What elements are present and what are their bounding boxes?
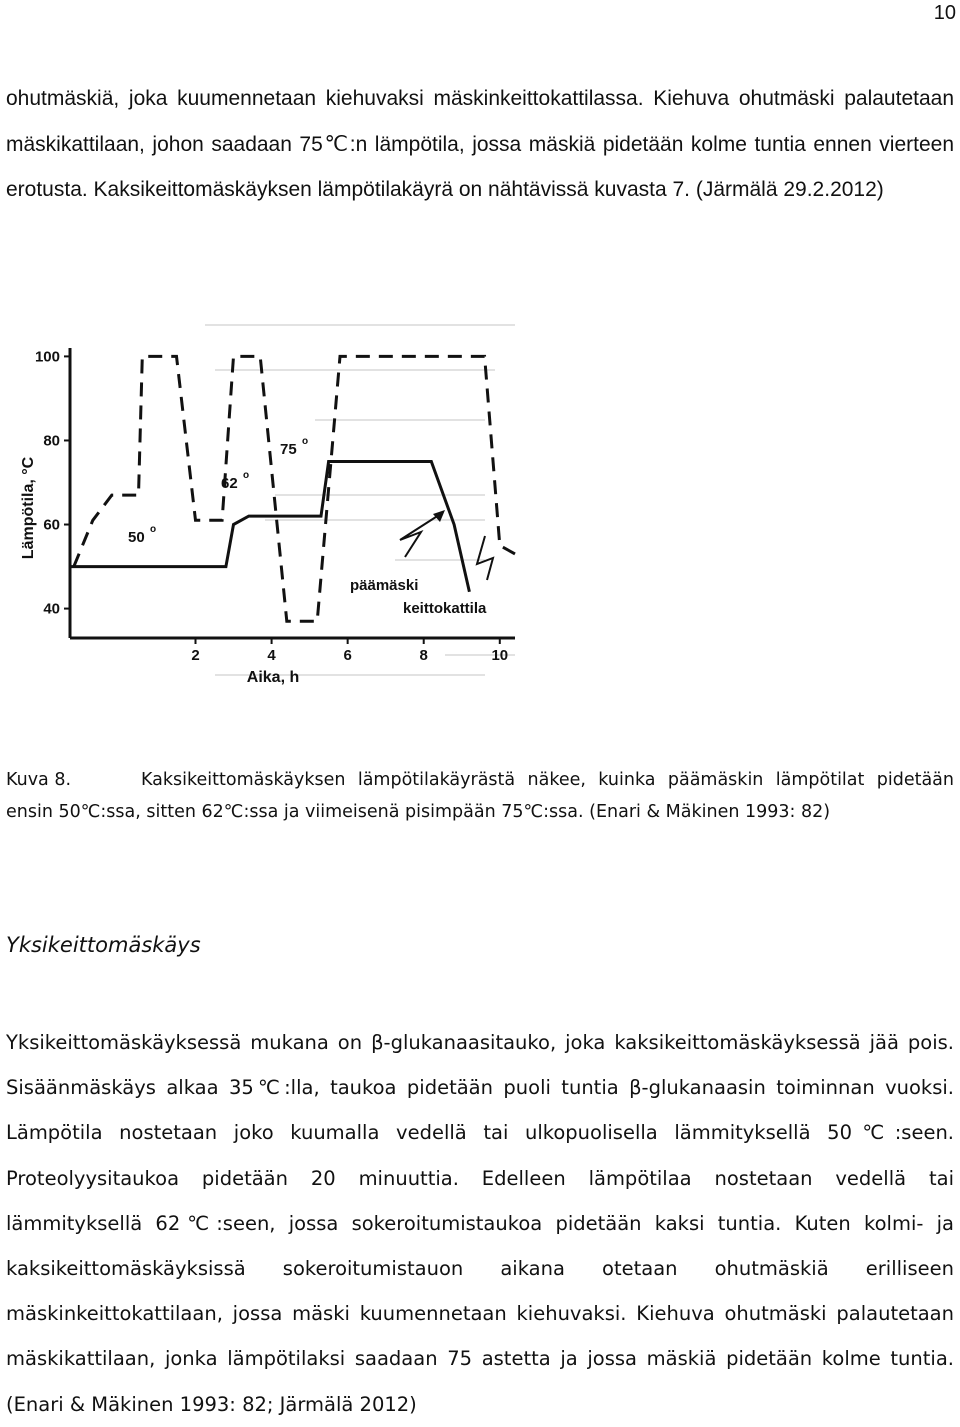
x-tick-label: 6 [343, 647, 352, 664]
page-number: 10 [933, 2, 956, 24]
keittokattila-temperature-line [74, 356, 515, 621]
paamaski-label: päämäski [350, 577, 419, 594]
y-tick-label: 40 [43, 600, 60, 618]
scan-background-texture [205, 325, 515, 675]
temperature-chart-figure [15, 300, 535, 715]
y-tick-label: 80 [43, 432, 60, 450]
paamaski-pointer-arrow [400, 515, 439, 557]
section-heading: Yksikeittomäskäys [6, 933, 201, 957]
paamaski-temperature-line [70, 462, 469, 592]
keittokattila-pointer-arrow [477, 536, 493, 580]
degree-mark: o [150, 524, 157, 535]
intro-paragraph: ohutmäskiä, joka kuumennetaan kiehuvaksi mäskinkeittokattilassa. Kiehuva ohutmäski palautetaan mäskikattilaan, johon saadaan 75℃:n lämpötila, jossa mäskiä pidetään kolme tuntia ennen vierteen erotusta. Kaksikeittomäskäyksen lämpötilakäyrä on nähtävissä kuvasta 7. (Järmälä 29.2.2012) [6, 87, 954, 201]
figure-caption-text: Kaksikeittomäskäyksen lämpötilakäyrästä näkee, kuinka päämäskin lämpötilat pidetään ensin 50℃:ssa, sitten 62℃:ssa ja viimeisenä pisimpään 75℃:ssa. (Enari & Mäkinen 1993: 82) [6, 770, 954, 822]
y-axis-label: Lämpötila, °C [20, 456, 37, 560]
x-axis-label: Aika, h [246, 669, 300, 686]
y-tick-label: 60 [43, 516, 60, 534]
degree-mark: o [302, 436, 309, 447]
x-tick-label: 4 [267, 647, 276, 664]
section-paragraph: Yksikeittomäskäyksessä mukana on β-glukanaasitauko, joka kaksikeittomäskäyksessä jää pois. Sisäänmäskäys alkaa 35℃:lla, taukoa pidetään puoli tuntia β-glukanaasin toiminnan vuoksi. Lämpötila nostetaan joko kuumalla vedellä tai ulkopuolisella lämmityksellä 50℃:seen. Proteolyysitaukoa pidetään 20 minuuttia. Edelleen lämpötilaa nostetaan vedellä tai lämmityksellä 62℃:seen, jossa sokeroitumistaukoa pidetään kaksi tuntia. Kuten kolmi- ja kaksikeittomäskäyksissä sokeroitumistauon aikana otetaan ohutmäskiä erilliseen mäskinkeittokattilaan, jossa mäski kuumennetaan kiehuvaksi. Kiehuva ohutmäski palautetaan mäskikattilaan, jonka lämpötilaksi saadaan 75 astetta ja jossa mäskiä pidetään kolme tuntia. (Enari & Mäkinen 1993: 82; Järmälä 2012) [6, 1031, 954, 1416]
hold-label-50: 50 [128, 529, 145, 546]
degree-mark: o [243, 470, 250, 481]
figure-caption-label: Kuva 8. [6, 770, 72, 790]
temperature-curve-chart [15, 300, 535, 715]
hold-label-75: 75 [280, 441, 297, 458]
y-tick-label: 100 [34, 348, 60, 366]
figure-caption [6, 764, 954, 828]
x-tick-label: 10 [491, 647, 509, 664]
x-tick-label: 2 [191, 647, 200, 664]
keittokattila-label: keittokattila [403, 600, 487, 617]
hold-label-62: 62 [221, 475, 238, 492]
x-tick-label: 8 [419, 647, 428, 664]
